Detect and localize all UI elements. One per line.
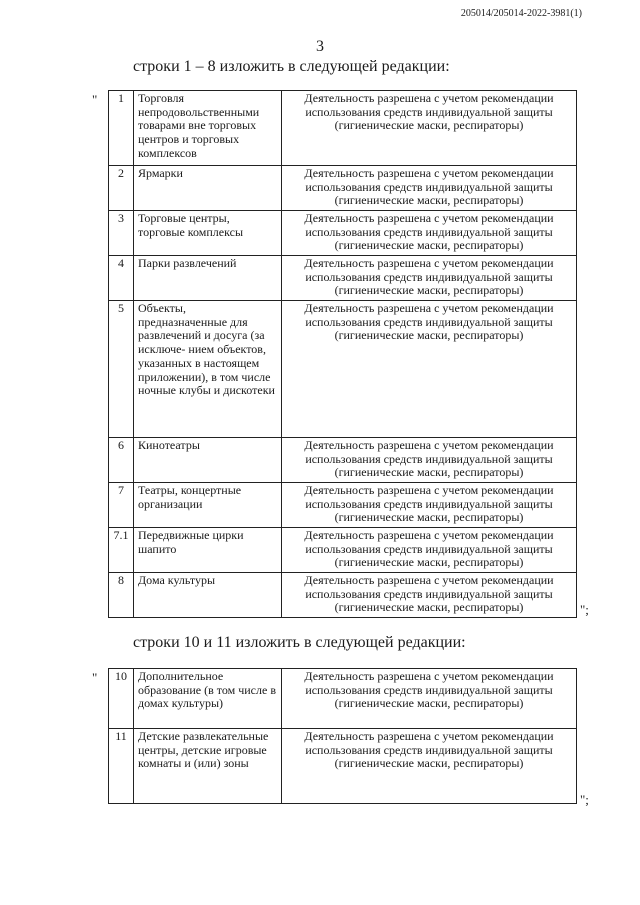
- rules-table-2: [108, 668, 577, 804]
- row-condition: Деятельность разрешена с учетом рекомендации использования средств индивидуальной защиты (гигиенические маски, респираторы): [282, 256, 577, 301]
- row-condition: Деятельность разрешена с учетом рекомендации использования средств индивидуальной защиты (гигиенические маски, респираторы): [282, 301, 577, 438]
- row-object: Объекты, предназначенные для развлечений и досуга (за исключе- нием объектов, указанных в настоящем приложении), в том числе ночные клубы и дискотеки: [134, 301, 282, 438]
- section2-open-quote: ": [92, 670, 98, 685]
- row-number: 1: [109, 91, 134, 166]
- table-row: [109, 483, 577, 528]
- table-row: [109, 573, 577, 618]
- row-object: Торговля непродовольственными товарами вне торговых центров и торговых комплексов: [134, 91, 282, 166]
- section1-open-quote: ": [92, 92, 98, 107]
- rules-table-1: [108, 90, 577, 618]
- row-condition: Деятельность разрешена с учетом рекомендации использования средств индивидуальной защиты (гигиенические маски, респираторы): [282, 211, 577, 256]
- row-condition: Деятельность разрешена с учетом рекомендации использования средств индивидуальной защиты (гигиенические маски, респираторы): [282, 483, 577, 528]
- row-condition: Деятельность разрешена с учетом рекомендации использования средств индивидуальной защиты (гигиенические маски, респираторы): [282, 91, 577, 166]
- row-object: Театры, концертные организации: [134, 483, 282, 528]
- row-number: 8: [109, 573, 134, 618]
- row-object: Кинотеатры: [134, 438, 282, 483]
- row-object: Дополнительное образование (в том числе в домах культуры): [134, 669, 282, 729]
- section2-intro: строки 10 и 11 изложить в следующей редакции:: [133, 634, 466, 651]
- rules-table-2-body: [109, 669, 577, 804]
- table-row: [109, 301, 577, 438]
- row-object: Передвижные цирки шапито: [134, 528, 282, 573]
- section1-close-quote: ";: [580, 602, 589, 617]
- row-object: Дома культуры: [134, 573, 282, 618]
- table-row: [109, 256, 577, 301]
- row-number: 7: [109, 483, 134, 528]
- row-number: 4: [109, 256, 134, 301]
- section1-intro: строки 1 – 8 изложить в следующей редакции:: [133, 58, 450, 75]
- table-row: [109, 729, 577, 804]
- section2-close-quote: ";: [580, 792, 589, 807]
- row-number: 7.1: [109, 528, 134, 573]
- row-condition: Деятельность разрешена с учетом рекомендации использования средств индивидуальной защиты (гигиенические маски, респираторы): [282, 669, 577, 729]
- row-condition: Деятельность разрешена с учетом рекомендации использования средств индивидуальной защиты (гигиенические маски, респираторы): [282, 528, 577, 573]
- row-object: Парки развлечений: [134, 256, 282, 301]
- table-row: [109, 438, 577, 483]
- table-row: [109, 211, 577, 256]
- table-row: [109, 528, 577, 573]
- row-number: 2: [109, 166, 134, 211]
- row-number: 6: [109, 438, 134, 483]
- row-number: 11: [109, 729, 134, 804]
- row-number: 10: [109, 669, 134, 729]
- table-row: [109, 669, 577, 729]
- row-condition: Деятельность разрешена с учетом рекомендации использования средств индивидуальной защиты (гигиенические маски, респираторы): [282, 729, 577, 804]
- row-number: 3: [109, 211, 134, 256]
- table-row: [109, 166, 577, 211]
- row-number: 5: [109, 301, 134, 438]
- row-object: Ярмарки: [134, 166, 282, 211]
- row-object: Торговые центры, торговые комплексы: [134, 211, 282, 256]
- page-number: 3: [316, 38, 324, 55]
- row-condition: Деятельность разрешена с учетом рекомендации использования средств индивидуальной защиты (гигиенические маски, респираторы): [282, 573, 577, 618]
- document-id: 205014/205014-2022-3981(1): [460, 8, 582, 19]
- table-row: [109, 91, 577, 166]
- row-condition: Деятельность разрешена с учетом рекомендации использования средств индивидуальной защиты (гигиенические маски, респираторы): [282, 166, 577, 211]
- row-condition: Деятельность разрешена с учетом рекомендации использования средств индивидуальной защиты (гигиенические маски, респираторы): [282, 438, 577, 483]
- row-object: Детские развлекательные центры, детские игровые комнаты и (или) зоны: [134, 729, 282, 804]
- rules-table-1-body: [109, 91, 577, 618]
